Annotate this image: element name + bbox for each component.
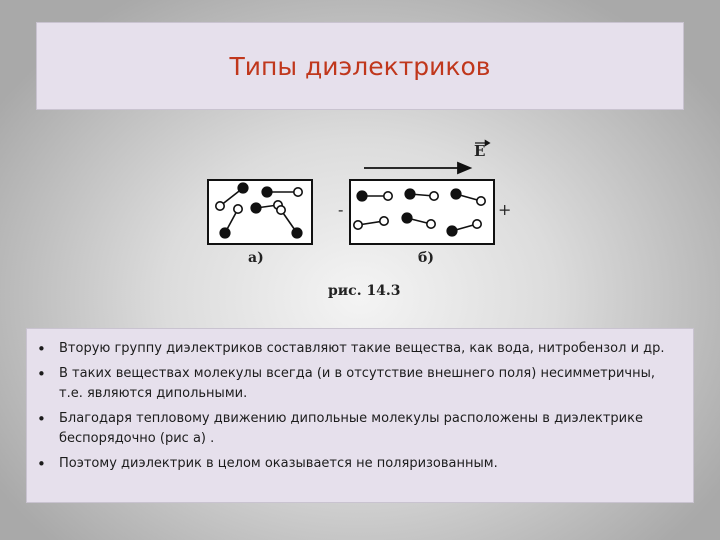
negative-pole	[402, 213, 412, 223]
minus-sign: -	[338, 200, 344, 219]
bullet-item: • В таких веществах молекулы всегда (и в отсутствие внешнего поля) несимметричны, т.е. являются дипольными.	[37, 364, 679, 404]
positive-pole	[277, 206, 285, 214]
negative-pole	[220, 228, 230, 238]
bullet-item: • Благодаря тепловому движению дипольные молекулы расположены в диэлектрике беспорядочно (рис а) .	[37, 409, 679, 449]
field-arrow	[364, 140, 490, 173]
panel-b-molecules	[354, 189, 485, 236]
panel-a-dipoles	[220, 188, 298, 233]
positive-pole	[216, 202, 224, 210]
bullet-list	[37, 339, 679, 474]
panel-a-frame	[208, 180, 312, 244]
negative-pole	[262, 187, 272, 197]
plus-sign: +	[498, 200, 512, 219]
negative-pole	[447, 226, 457, 236]
positive-pole	[354, 221, 362, 229]
negative-pole	[238, 183, 248, 193]
positive-pole	[384, 192, 392, 200]
bullet-item: • Вторую группу диэлектриков составляют такие вещества, как вода, нитробензол и др.	[37, 339, 679, 359]
field-vector-label: E	[474, 142, 486, 160]
slide-title: Типы диэлектриков	[229, 51, 491, 81]
negative-pole	[405, 189, 415, 199]
positive-pole	[274, 201, 282, 209]
positive-pole	[430, 192, 438, 200]
positive-pole	[427, 220, 435, 228]
positive-pole	[473, 220, 481, 228]
panel-a-molecules	[216, 183, 302, 238]
panel-b-label: б)	[418, 250, 434, 266]
positive-pole	[477, 197, 485, 205]
figure-caption: рис. 14.3	[328, 283, 401, 299]
bullet-panel	[26, 328, 694, 503]
positive-pole	[234, 205, 242, 213]
title-box	[36, 22, 684, 110]
panel-b-frame	[350, 180, 494, 244]
positive-pole	[380, 217, 388, 225]
panel-a-label: а)	[248, 250, 264, 266]
negative-pole	[451, 189, 461, 199]
positive-pole	[294, 188, 302, 196]
bullet-item: • Поэтому диэлектрик в целом оказывается не поляризованным.	[37, 454, 679, 474]
negative-pole	[251, 203, 261, 213]
panel-b-dipoles	[358, 194, 481, 231]
negative-pole	[292, 228, 302, 238]
negative-pole	[357, 191, 367, 201]
